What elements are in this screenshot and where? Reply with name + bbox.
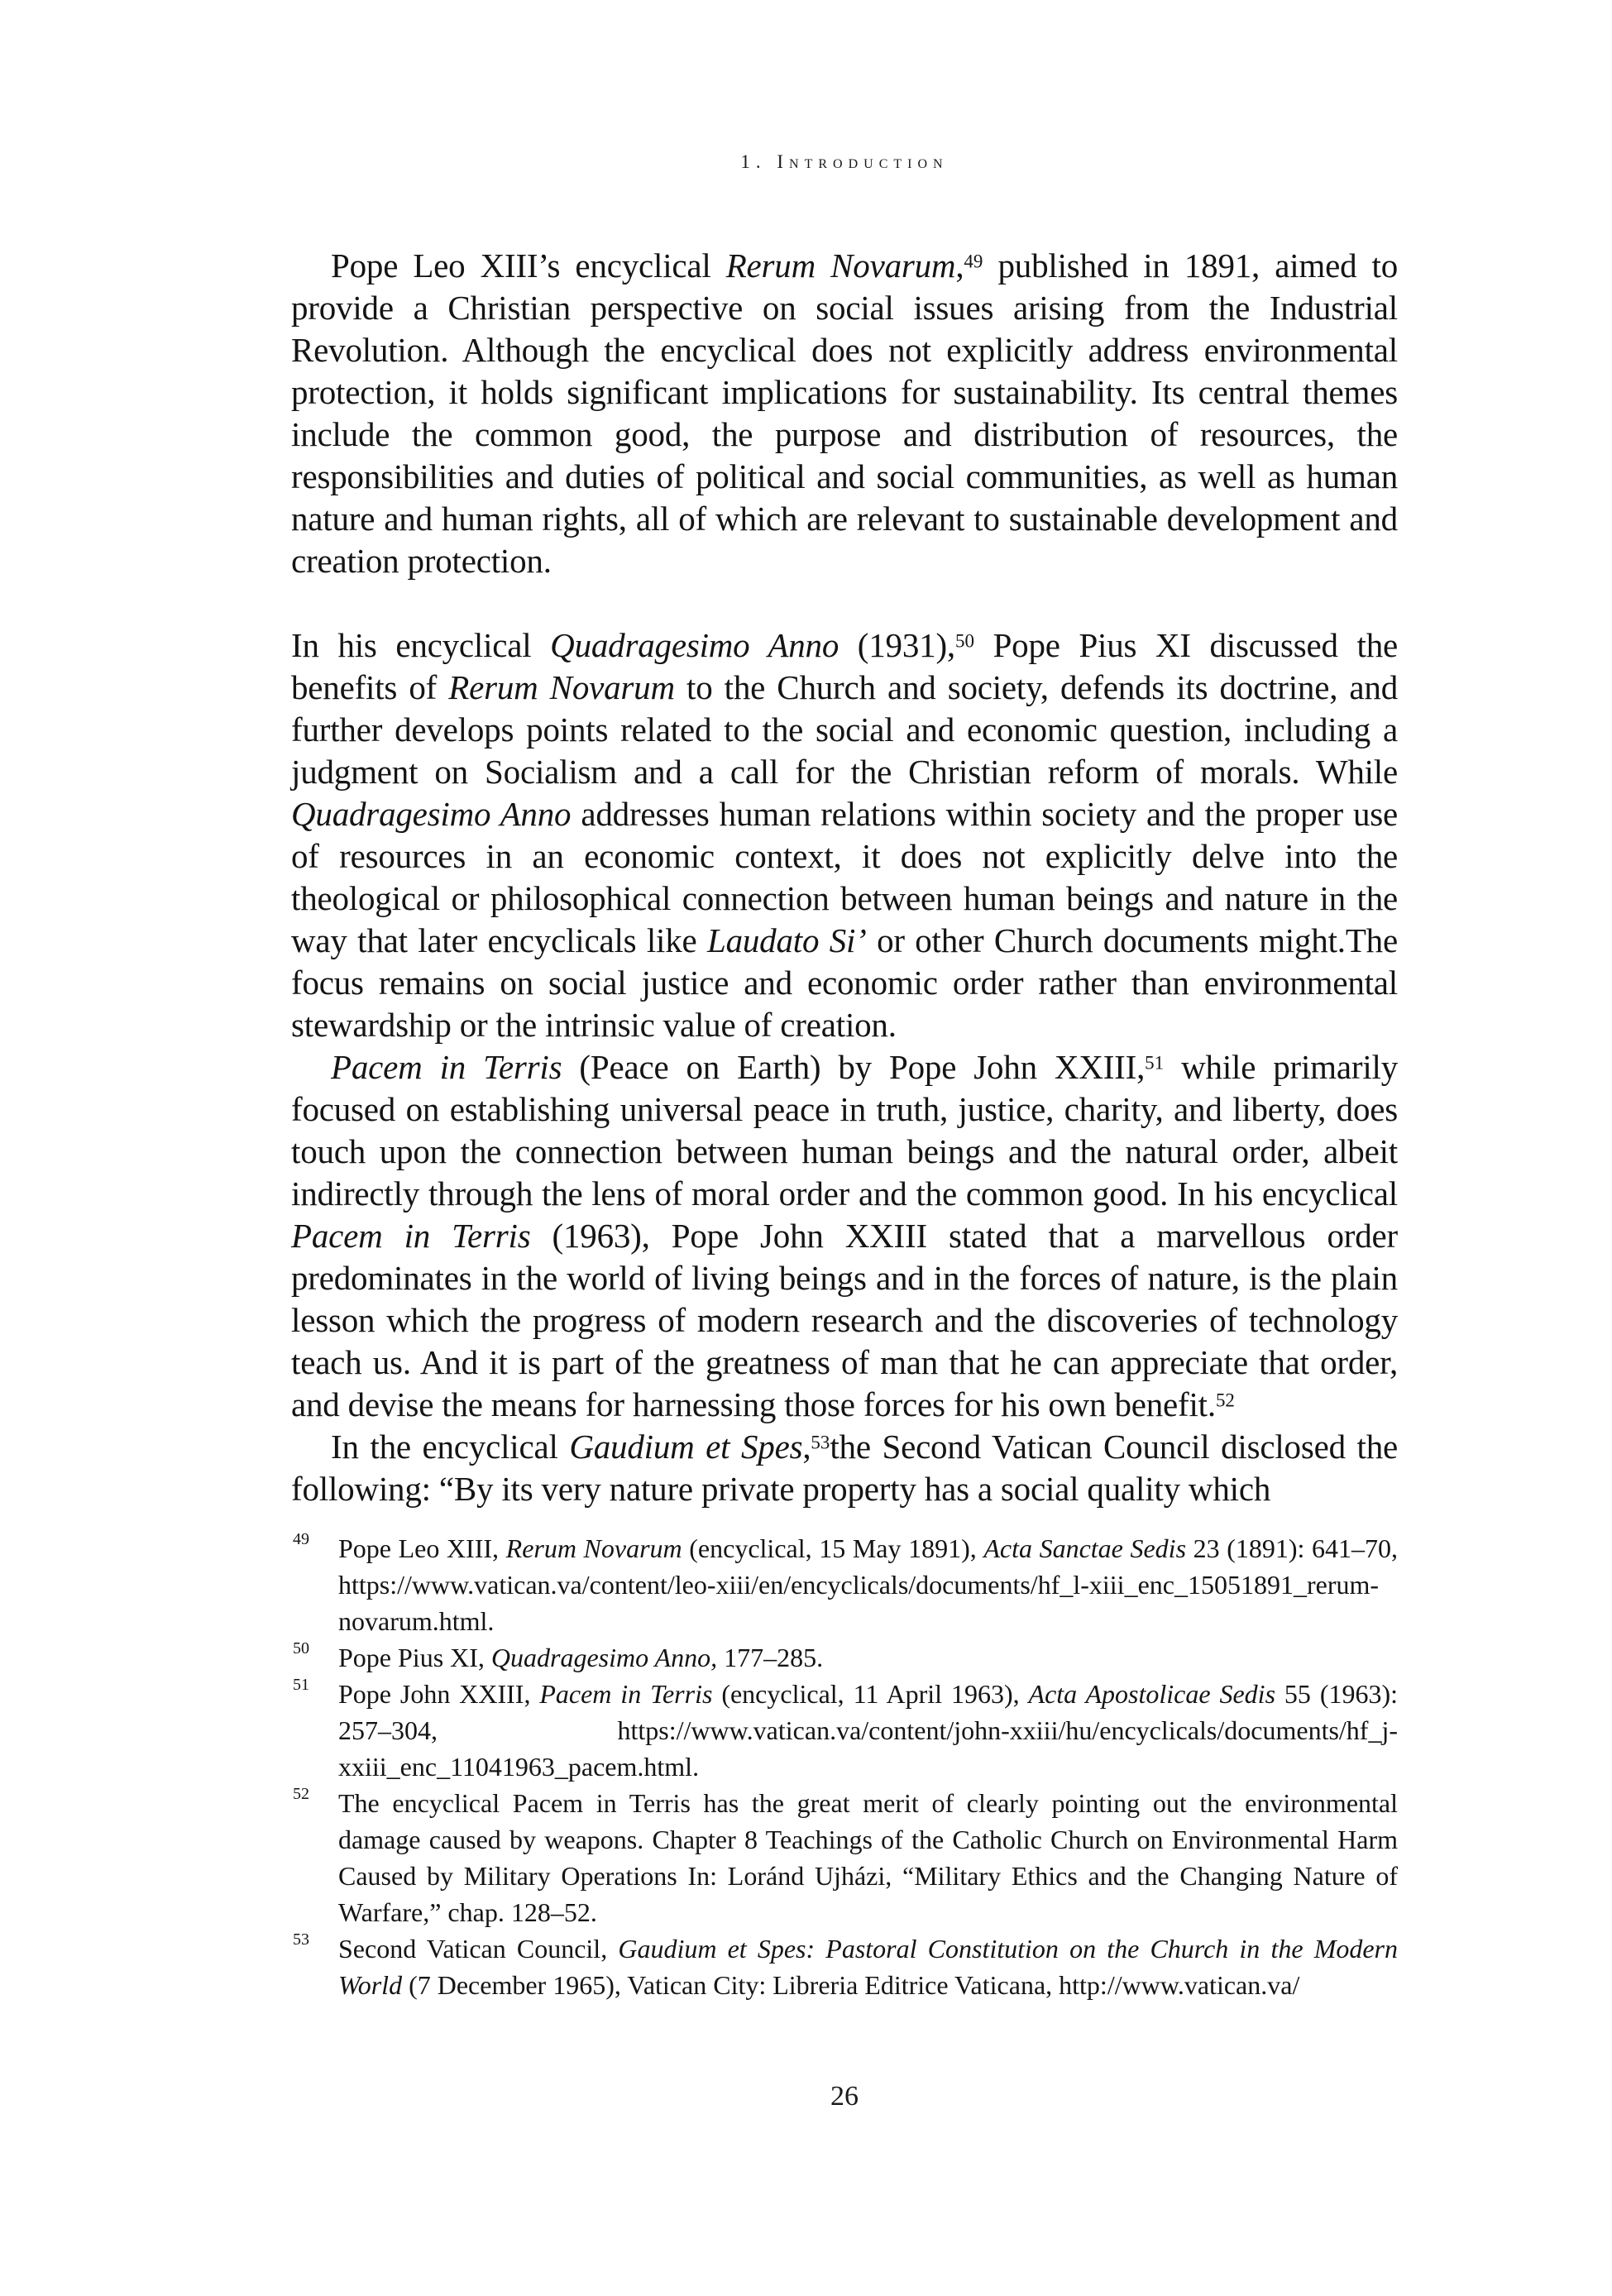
- body-text: [291, 245, 1398, 1510]
- chapter-header: 1. Introduction: [740, 151, 949, 172]
- paragraph: In the encyclical Gaudium et Spes,$^{53}$the Second Vatican Council disclosed the following: “By its very nature private property has a social quality which: [291, 1428, 1398, 1508]
- page-number: 26: [830, 2081, 859, 2112]
- footnote: 49 Pope Leo XIII, Rerum Novarum (encyclical, 15 May 1891), Acta Sanctae Sedis 23 (1891): 641–70, https://www.vatican.va/content/leo-xiii/en/encyclicals/documents/hf_l-xiii_enc_15051891_rerum-novarum.html.: [293, 1530, 1399, 1636]
- footnote-number: 50: [293, 1639, 309, 1657]
- footnote: 53 Second Vatican Council, Gaudium et Spes: Pastoral Constitution on the Church in the Modern World (7 December 1965), Vatican City: Libreria Editrice Vaticana, http://www.vatican.va/: [293, 1930, 1399, 2000]
- footnote-number: 51: [293, 1676, 309, 1694]
- paragraph: In his encyclical Quadragesimo Anno (1931),$^{50}$ Pope Pius XI discussed the benefits of Rerum Novarum to the Church and society, defends its doctrine, and further develops points related to the social and economic question, including a judgment on Socialism and a call for the Christian reform of morals. While Quadragesimo Anno addresses human relations within society and the proper use of resources in an economic context, it does not explicitly delve into the theological or philosophical connection between human beings and nature in the way that later encyclicals like Laudato Si’ or other Church documents might.The focus remains on social justice and economic order rather than environmental stewardship or the intrinsic value of creation.: [291, 626, 1398, 1044]
- footnote-number: 53: [293, 1930, 309, 1949]
- footnote-number: 52: [293, 1785, 309, 1803]
- text-column: [291, 245, 1398, 2003]
- footnote-number: 49: [293, 1530, 309, 1548]
- footnote: 52 The encyclical Pacem in Terris has the great merit of clearly pointing out the environmental damage caused by weapons. Chapter 8 Teachings of the Catholic Church on Environmental Harm Caused by Military Operations In: Loránd Ujházi, “Military Ethics and the Changing Nature of Warfare,” chap. 128–52.: [293, 1785, 1398, 1927]
- footnote-marker: 52: [1215, 1390, 1235, 1411]
- paragraph: Pope Leo XIII’s encyclical Rerum Novarum,$^{49}$ published in 1891, aimed to provide a Christian perspective on social issues arising from the Industrial Revolution. Although the encyclical does not explicitly address environmental protection, it holds significant implications for sustainability. Its central themes include the common good, the purpose and distribution of resources, the responsibilities and duties of political and social communities, as well as human nature and human rights, all of which are relevant to sustainable development and creation protection.: [291, 246, 1398, 580]
- paragraph: Pacem in Terris (Peace on Earth) by Pope John XXIII,$^{51}$ while primarily focused on establishing universal peace in truth, justice, charity, and liberty, does touch upon the connection between human beings and the natural order, albeit indirectly through the lens of moral order and the common good. In his encyclical Pacem in Terris (1963), Pope John XXIII stated that a marvellous order predominates in the world of living beings and in the forces of nature, is the plain lesson which the progress of modern research and the discoveries of technology teach us. And it is part of the greatness of man that he can appreciate that order, and devise the means for harnessing those forces for his own benefit.$^{52}$: [291, 1048, 1399, 1423]
- footnote: 51 Pope John XXIII, Pacem in Terris (encyclical, 11 April 1963), Acta Apostolicae Sedis 55 (1963): 257–304, https://www.vatican.va/content/john-xxiii/hu/encyclicals/documents/hf_j-xxiii_enc_11041963_pacem.html.: [293, 1676, 1399, 1782]
- footnotes: [291, 1530, 1398, 2003]
- footnote-marker: 53: [811, 1432, 830, 1453]
- footnote-marker: 50: [954, 630, 974, 652]
- footnote: 50 Pope Pius XI, Quadragesimo Anno, 177–285.: [293, 1639, 824, 1672]
- footnote-marker: 49: [964, 251, 983, 272]
- footnote-marker: 51: [1145, 1052, 1165, 1074]
